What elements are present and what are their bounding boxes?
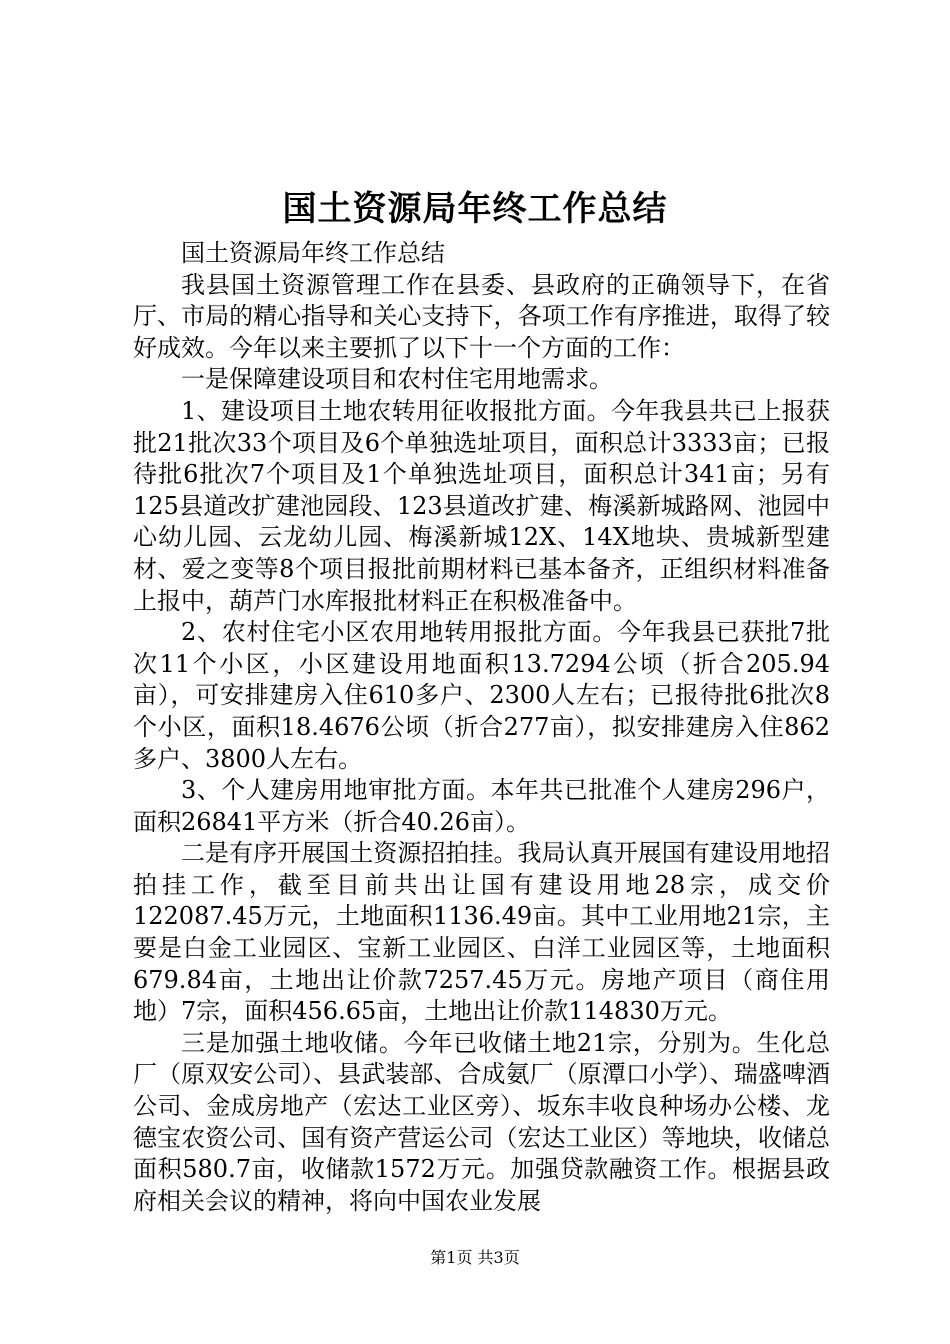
paragraph-section-3: 三是加强土地收储。今年已收储土地21宗，分别为。生化总厂（原双安公司）、县武装部、合成氨厂（原潭口小学）、瑞盛啤酒公司、金成房地产（宏达工业区旁）、坂东丰收良种场办公楼、龙德宝农资公司、国有资产营运公司（宏达工业区）等地块，收储总面积580.7亩，收储款1572万元。加强贷款融资工作。根据县政府相关会议的精神，将向中国农业发展 bbox=[133, 1028, 830, 1215]
paragraph-item-3: 3、个人建房用地审批方面。本年共已批准个人建房296户，面积26841平方米（折合40.26亩）。 bbox=[133, 776, 830, 836]
paragraph-intro: 我县国土资源管理工作在县委、县政府的正确领导下，在省厅、市局的精心指导和关心支持下，各项工作有序推进，取得了较好成效。今年以来主要抓了以下十一个方面的工作： bbox=[133, 270, 830, 362]
paragraph-section-2: 二是有序开展国土资源招拍挂。我局认真开展国有建设用地招拍挂工作，截至目前共出让国有建设用地28宗，成交价122087.45万元，土地面积1136.49亩。其中工业用地21宗，主要是白金工业园区、宝新工业园区、白洋工业园区等，土地面积679.84亩，土地出让价款7257.45万元。房地产项目（商住用地）7宗，面积456.65亩，土地出让价款114830万元。 bbox=[133, 839, 830, 1026]
paragraph-item-1: 1、建设项目土地农转用征收报批方面。今年我县共已上报获批21批次33个项目及6个单独选址项目，面积总计3333亩；已报待批6批次7个项目及1个单独选址项目，面积总计341亩；另有125县道改扩建池园段、123县道改扩建、梅溪新城路网、池园中心幼儿园、云龙幼儿园、梅溪新城12X、14X地块、贵城新型建材、爱之变等8个项目报批前期材料已基本备齐，正组织材料准备上报中，葫芦门水库报批材料正在积极准备中。 bbox=[133, 396, 830, 615]
paragraph-item-2: 2、农村住宅小区农用地转用报批方面。今年我县已获批7批次11个小区，小区建设用地面积13.7294公顷（折合205.94亩），可安排建房入住610多户、2300人左右；已报待批6批次8个小区，面积18.4676公顷（折合277亩），拟安排建房入住862多户、3800人左右。 bbox=[133, 618, 830, 773]
paragraph-subtitle: 国土资源局年终工作总结 bbox=[181, 239, 445, 267]
document-body bbox=[133, 238, 830, 1217]
paragraph-section-1-heading: 一是保障建设项目和农村住宅用地需求。 bbox=[181, 365, 613, 394]
page-footer: 第1页 共3页 bbox=[430, 1248, 520, 1267]
document-title: 国土资源局年终工作总结 bbox=[282, 189, 668, 229]
